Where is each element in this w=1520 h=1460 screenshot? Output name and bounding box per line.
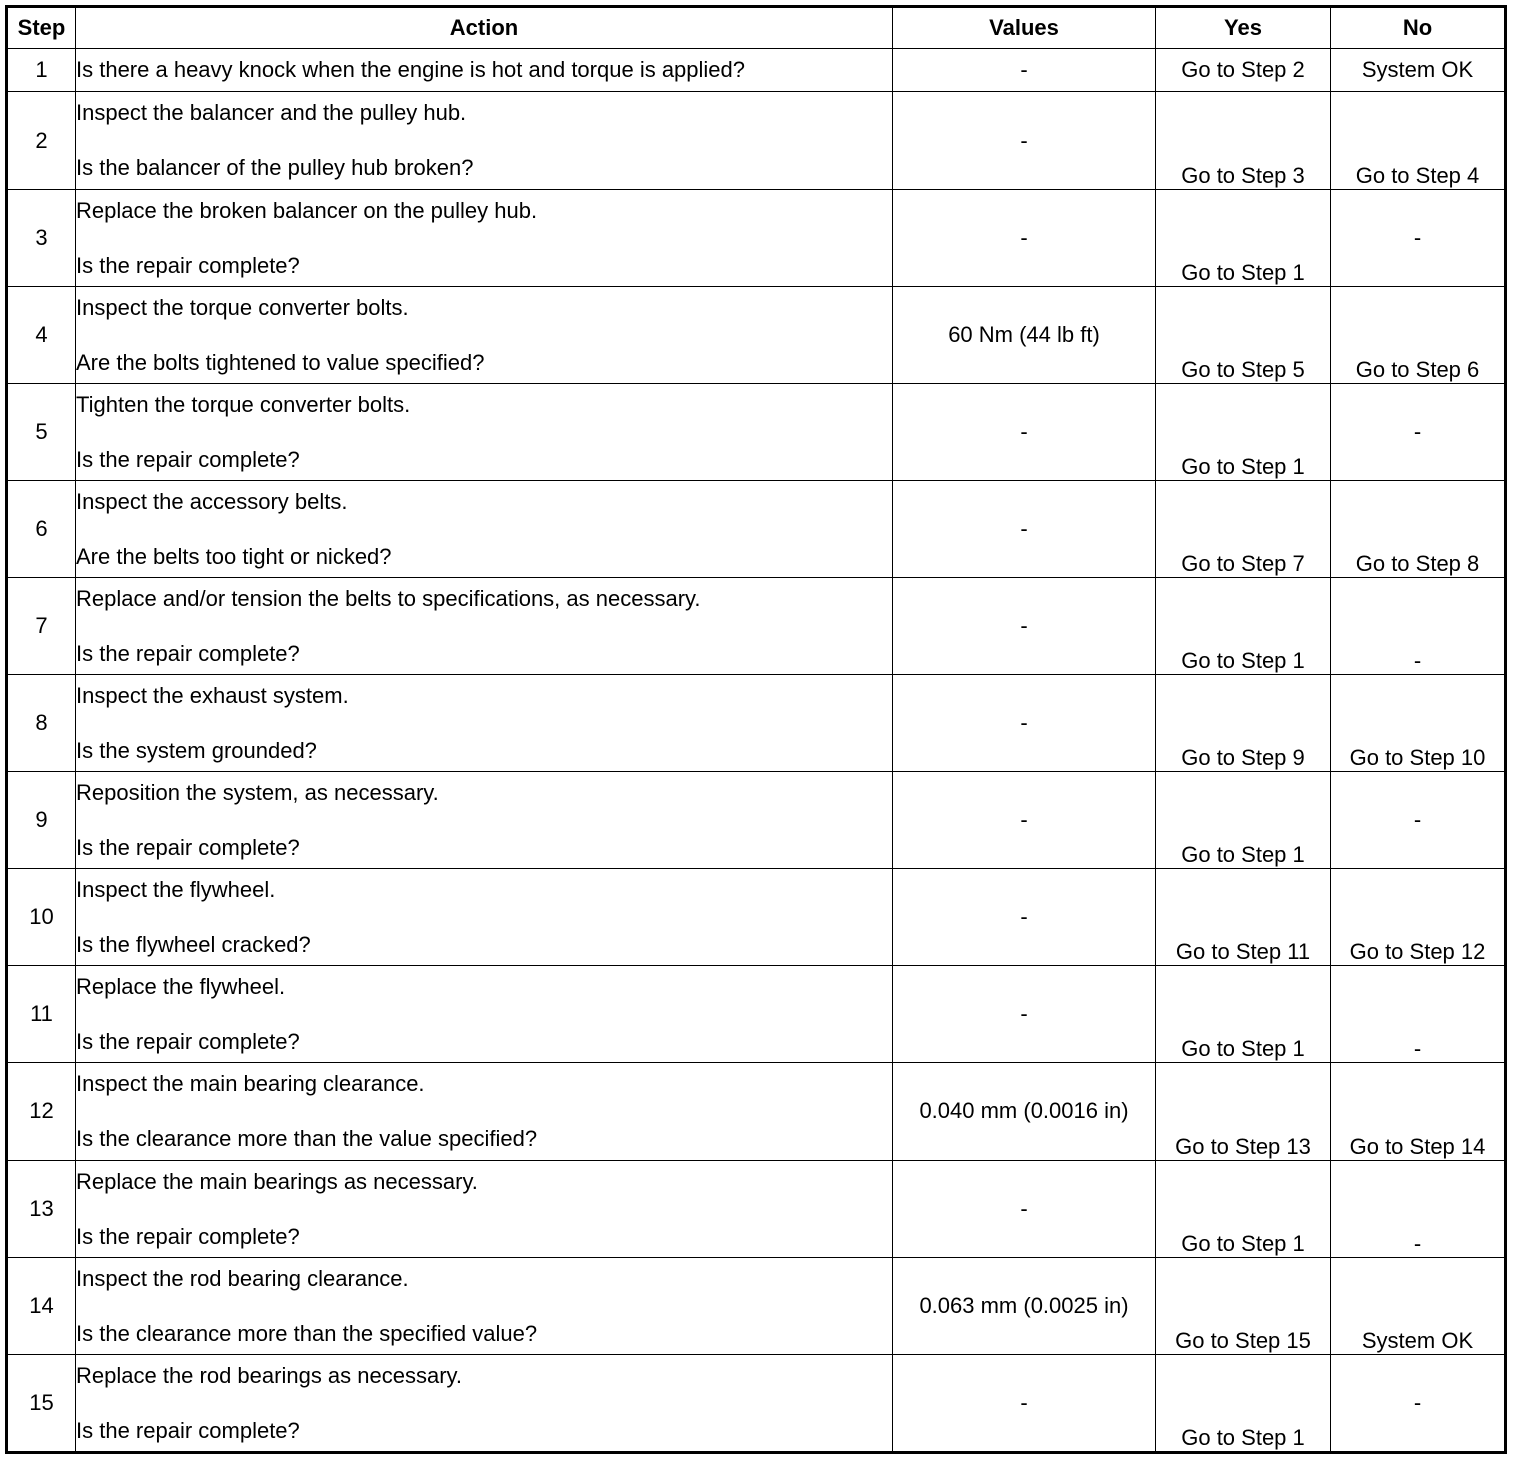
value-cell: - — [893, 1354, 1156, 1452]
value-cell: - — [893, 869, 1156, 966]
step-number: 9 — [7, 772, 76, 869]
header-no: No — [1331, 7, 1506, 49]
table-row — [7, 49, 1506, 92]
action-cell — [76, 383, 893, 480]
action-cell — [76, 49, 893, 92]
action-cell — [76, 675, 893, 772]
no-cell: - — [1331, 772, 1506, 869]
step-number: 14 — [7, 1257, 76, 1354]
header-yes: Yes — [1156, 7, 1331, 49]
table-body — [7, 49, 1506, 1453]
table-row — [7, 1257, 1506, 1354]
action-cell — [76, 966, 893, 1063]
action-text: Replace the main bearings as necessary. — [76, 1168, 478, 1194]
action-text: Is there a heavy knock when the engine is hot and torque is applied? — [76, 57, 746, 83]
action-cell — [76, 772, 893, 869]
table-row — [7, 383, 1506, 480]
step-number: 5 — [7, 383, 76, 480]
action-question: Is the repair complete? — [76, 1223, 300, 1249]
value-cell: - — [893, 577, 1156, 674]
action-question: Is the repair complete? — [76, 640, 300, 666]
yes-cell: Go to Step 13 — [1156, 1063, 1331, 1160]
action-question: Is the system grounded? — [76, 738, 317, 764]
diagnostic-table — [5, 5, 1507, 1454]
action-question: Is the clearance more than the specified value? — [76, 1320, 538, 1346]
table-row — [7, 189, 1506, 286]
value-cell: - — [893, 92, 1156, 189]
header-action: Action — [76, 7, 893, 49]
step-number: 8 — [7, 675, 76, 772]
action-text: Inspect the main bearing clearance. — [76, 1071, 425, 1097]
action-text: Inspect the rod bearing clearance. — [76, 1265, 409, 1291]
action-cell — [76, 480, 893, 577]
step-number: 15 — [7, 1354, 76, 1452]
table-row — [7, 966, 1506, 1063]
table-header-row — [7, 7, 1506, 49]
no-cell: - — [1331, 383, 1506, 480]
action-cell — [76, 92, 893, 189]
action-text: Replace and/or tension the belts to specifications, as necessary. — [76, 585, 701, 611]
action-text: Replace the flywheel. — [76, 974, 286, 1000]
action-cell — [76, 1160, 893, 1257]
no-cell: Go to Step 4 — [1331, 92, 1506, 189]
yes-cell: Go to Step 2 — [1156, 49, 1331, 92]
value-cell: 60 Nm (44 lb ft) — [893, 286, 1156, 383]
yes-cell: Go to Step 7 — [1156, 480, 1331, 577]
action-question: Is the repair complete? — [76, 252, 300, 278]
table-row — [7, 1160, 1506, 1257]
action-question: Are the bolts tightened to value specified? — [76, 349, 485, 375]
yes-cell: Go to Step 5 — [1156, 286, 1331, 383]
step-number: 3 — [7, 189, 76, 286]
value-cell: - — [893, 49, 1156, 92]
action-text: Inspect the torque converter bolts. — [76, 294, 409, 320]
action-text: Inspect the flywheel. — [76, 877, 276, 903]
action-cell — [76, 1354, 893, 1452]
yes-cell: Go to Step 1 — [1156, 1354, 1331, 1452]
action-question: Are the belts too tight or nicked? — [76, 543, 392, 569]
value-cell: - — [893, 772, 1156, 869]
table-row — [7, 286, 1506, 383]
yes-cell: Go to Step 3 — [1156, 92, 1331, 189]
no-cell: - — [1331, 1354, 1506, 1452]
action-text: Replace the broken balancer on the pulley hub. — [76, 197, 538, 223]
table-row — [7, 675, 1506, 772]
no-cell: System OK — [1331, 1257, 1506, 1354]
action-question: Is the repair complete? — [76, 1029, 300, 1055]
table-row — [7, 772, 1506, 869]
table-row — [7, 869, 1506, 966]
action-question: Is the repair complete? — [76, 446, 300, 472]
action-question: Is the repair complete? — [76, 835, 300, 861]
table-row — [7, 92, 1506, 189]
no-cell: - — [1331, 966, 1506, 1063]
action-text: Tighten the torque converter bolts. — [76, 391, 411, 417]
table-row — [7, 577, 1506, 674]
table-row — [7, 1063, 1506, 1160]
yes-cell: Go to Step 1 — [1156, 966, 1331, 1063]
value-cell: - — [893, 189, 1156, 286]
table-row — [7, 1354, 1506, 1452]
action-cell — [76, 1257, 893, 1354]
action-cell — [76, 189, 893, 286]
header-values: Values — [893, 7, 1156, 49]
action-cell — [76, 286, 893, 383]
action-text: Inspect the exhaust system. — [76, 683, 349, 709]
yes-cell: Go to Step 1 — [1156, 383, 1331, 480]
action-question: Is the repair complete? — [76, 1417, 300, 1443]
value-cell: - — [893, 480, 1156, 577]
value-cell: - — [893, 675, 1156, 772]
action-cell — [76, 869, 893, 966]
no-cell: - — [1331, 1160, 1506, 1257]
yes-cell: Go to Step 1 — [1156, 577, 1331, 674]
step-number: 13 — [7, 1160, 76, 1257]
action-text: Inspect the balancer and the pulley hub. — [76, 100, 467, 126]
step-number: 11 — [7, 966, 76, 1063]
no-cell: Go to Step 10 — [1331, 675, 1506, 772]
step-number: 7 — [7, 577, 76, 674]
action-question: Is the flywheel cracked? — [76, 932, 311, 958]
yes-cell: Go to Step 1 — [1156, 772, 1331, 869]
action-cell — [76, 1063, 893, 1160]
yes-cell: Go to Step 1 — [1156, 189, 1331, 286]
action-question: Is the balancer of the pulley hub broken? — [76, 155, 474, 181]
no-cell: Go to Step 8 — [1331, 480, 1506, 577]
no-cell: Go to Step 6 — [1331, 286, 1506, 383]
action-text: Inspect the accessory belts. — [76, 488, 348, 514]
value-cell: - — [893, 383, 1156, 480]
yes-cell: Go to Step 15 — [1156, 1257, 1331, 1354]
no-cell: - — [1331, 577, 1506, 674]
step-number: 10 — [7, 869, 76, 966]
step-number: 12 — [7, 1063, 76, 1160]
yes-cell: Go to Step 11 — [1156, 869, 1331, 966]
step-number: 2 — [7, 92, 76, 189]
header-step: Step — [7, 7, 76, 49]
action-text: Reposition the system, as necessary. — [76, 780, 439, 806]
no-cell: Go to Step 12 — [1331, 869, 1506, 966]
action-question: Is the clearance more than the value specified? — [76, 1126, 538, 1152]
action-text: Replace the rod bearings as necessary. — [76, 1362, 463, 1388]
step-number: 4 — [7, 286, 76, 383]
step-number: 1 — [7, 49, 76, 92]
yes-cell: Go to Step 1 — [1156, 1160, 1331, 1257]
action-cell — [76, 577, 893, 674]
no-cell: System OK — [1331, 49, 1506, 92]
value-cell: - — [893, 1160, 1156, 1257]
no-cell: Go to Step 14 — [1331, 1063, 1506, 1160]
value-cell: 0.040 mm (0.0016 in) — [893, 1063, 1156, 1160]
yes-cell: Go to Step 9 — [1156, 675, 1331, 772]
table-row — [7, 480, 1506, 577]
no-cell: - — [1331, 189, 1506, 286]
value-cell: 0.063 mm (0.0025 in) — [893, 1257, 1156, 1354]
value-cell: - — [893, 966, 1156, 1063]
step-number: 6 — [7, 480, 76, 577]
